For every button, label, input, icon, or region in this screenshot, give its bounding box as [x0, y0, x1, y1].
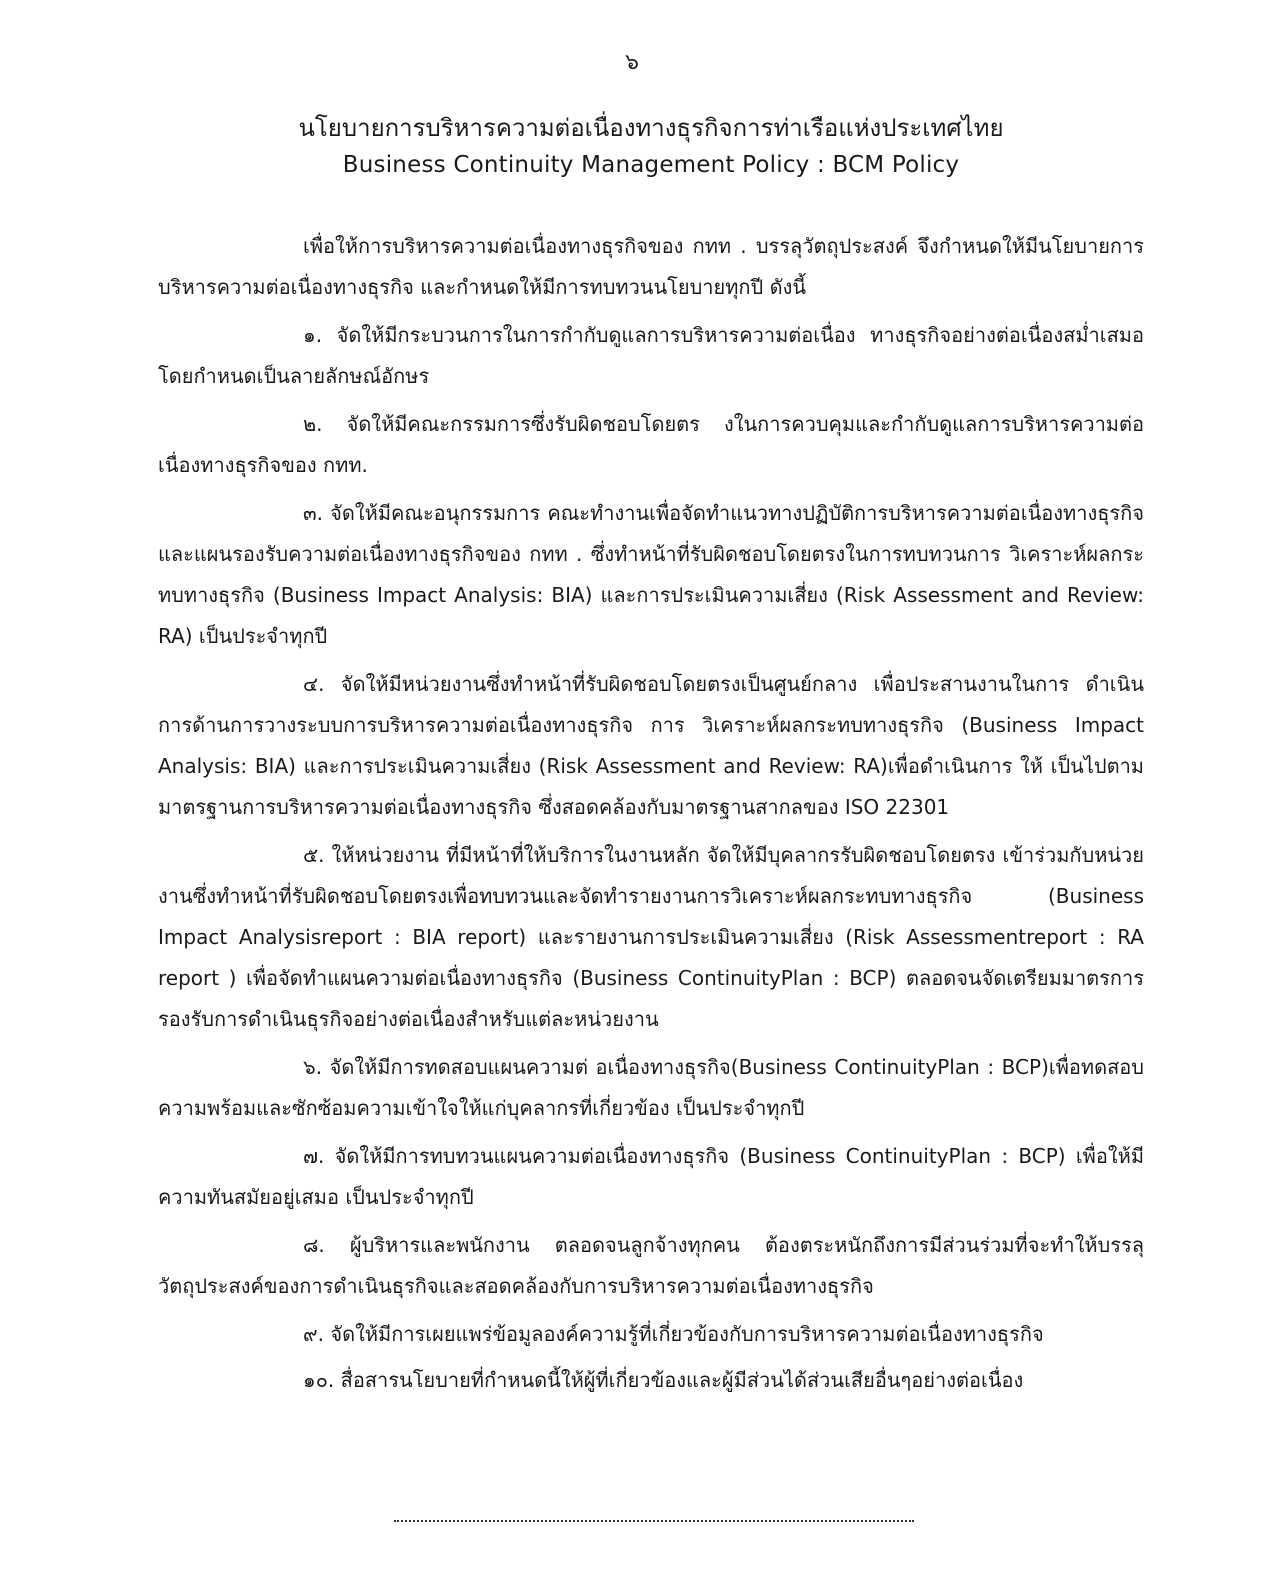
- intro-paragraph: เพื่อให้การบริหารความต่อเนื่องทางธุรกิจของ กทท . บรรลุวัตถุประสงค์ จึงกำหนดให้มีนโยบายการบริหารความต่อเนื่องทางธุรกิจ และกำหนดให้มีการทบทวนนโยบายทุกปี ดังนี้: [158, 234, 1144, 299]
- policy-item-3: ๓. จัดให้มีคณะอนุกรรมการ คณะทำงานเพื่อจัดทำแนวทางปฏิบัติการบริหารความต่อเนื่องทางธุรกิจ และแผนรองรับความต่อเนื่องทางธุรกิจของ กทท . ซึ่งทำหน้าที่รับผิดชอบโดยตรงในการทบทวนการ วิเคราะห์ผลกระทบทางธุรกิจ (Business Impact Analysis: BIA) และการประเมินความเสี่ยง (Risk Assessment and Review: RA) เป็นประจำทุกปี: [158, 501, 1144, 648]
- policy-item-1: ๑. จัดให้มีกระบวนการในการกำกับดูแลการบริหารความต่อเนื่อง ทางธุรกิจอย่างต่อเนื่องสม่ำเสมอ โดยกำหนดเป็นลายลักษณ์อักษร: [158, 323, 1144, 388]
- policy-body: [158, 226, 1144, 1406]
- page-title-english: Business Continuity Management Policy : BCM Policy: [342, 152, 960, 178]
- policy-item-9: ๙. จัดให้มีการเผยแพร่ข้อมูลองค์ความรู้ที่เกี่ยวข้องกับการบริหารความต่อเนื่องทางธุรกิจ: [303, 1322, 1044, 1346]
- page-title-thai: นโยบายการบริหารความต่อเนื่องทางธุรกิจการท่าเรือแห่งประเทศไทย: [298, 114, 1004, 142]
- ending-dotted-line: [394, 1500, 914, 1522]
- policy-item-5: ๕. ให้หน่วยงาน ที่มีหน้าที่ให้บริการในงานหลัก จัดให้มีบุคลากรรับผิดชอบโดยตรง เข้าร่วมกับหน่วยงานซึ่งทำหน้าที่รับผิดชอบโดยตรงเพื่อทบทวนและจัดทำรายงานการวิเคราะห์ผลกระทบทางธุรกิจ (Business Impact Analysisreport : BIA report) และรายงานการประเมินความเสี่ยง (Risk Assessmentreport : RA report ) เพื่อจัดทำแผนความต่อเนื่องทางธุรกิจ (Business ContinuityPlan : BCP) ตลอดจนจัดเตรียมมาตรการรองรับการดำเนินธุรกิจอย่างต่อเนื่องสำหรับแต่ละหน่วยงาน: [158, 843, 1144, 1031]
- policy-item-4: ๔. จัดให้มีหน่วยงานซึ่งทำหน้าที่รับผิดชอบโดยตรงเป็นศูนย์กลาง เพื่อประสานงานในการ ดำเนินการด้านการวางระบบการบริหารความต่อเนื่องทางธุรกิจ การ วิเคราะห์ผลกระทบทางธุรกิจ (Business Impact Analysis: BIA) และการประเมินความเสี่ยง (Risk Assessment and Review: RA)เพื่อดำเนินการ ให้ เป็นไปตามมาตรฐานการบริหารความต่อเนื่องทางธุรกิจ ซึ่งสอดคล้องกับมาตรฐานสากลของ ISO 22301: [158, 672, 1144, 819]
- policy-item-6: ๖. จัดให้มีการทดสอบแผนความต่ อเนื่องทางธุรกิจ(Business ContinuityPlan : BCP)เพื่อทดสอบความพร้อมและซักซ้อมความเข้าใจให้แก่บุคลากรที่เกี่ยวข้อง เป็นประจำทุกปี: [158, 1055, 1144, 1120]
- policy-item-7: ๗. จัดให้มีการทบทวนแผนความต่อเนื่องทางธุรกิจ (Business ContinuityPlan : BCP) เพื่อให้มีความทันสมัยอยู่เสมอ เป็นประจำทุกปี: [158, 1144, 1144, 1209]
- policy-item-2: ๒. จัดให้มีคณะกรรมการซึ่งรับผิดชอบโดยตร งในการควบคุมและกำกับดูแลการบริหารความต่อเนื่องทางธุรกิจของ กทท.: [158, 412, 1144, 477]
- page-number: ๖: [625, 50, 639, 75]
- policy-item-8: ๘. ผู้บริหารและพนักงาน ตลอดจนลูกจ้างทุกคน ต้องตระหนักถึงการมีส่วนร่วมที่จะทำให้บรรลุวัตถุประสงค์ของการดำเนินธุรกิจและสอดคล้องกับการบริหารความต่อเนื่องทางธุรกิจ: [158, 1233, 1144, 1298]
- policy-item-10: ๑๐. สื่อสารนโยบายที่กำหนดนี้ให้ผู้ที่เกี่ยวข้องและผู้มีส่วนได้ส่วนเสียอื่นๆอย่างต่อเนื่อง: [303, 1368, 1024, 1392]
